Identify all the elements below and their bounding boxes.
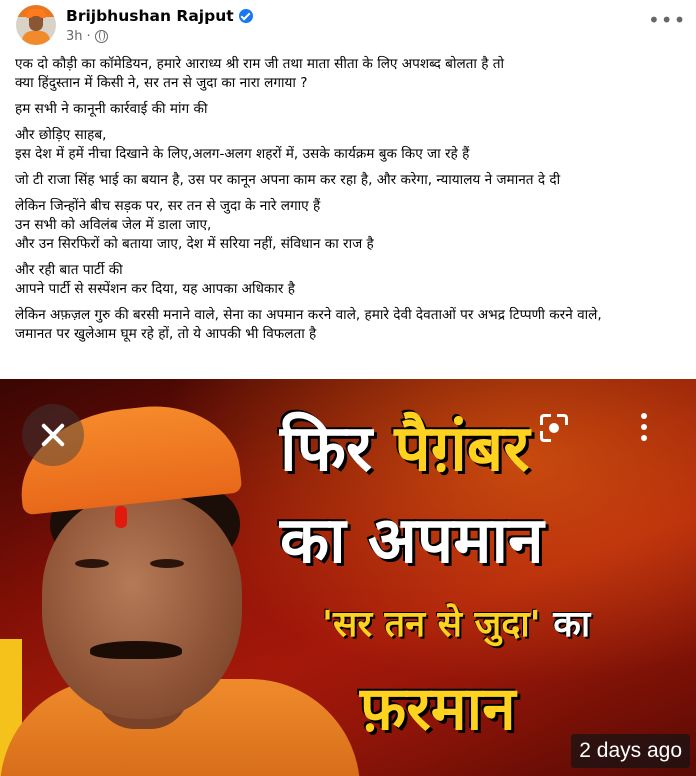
timestamp-badge: 2 days ago bbox=[571, 734, 690, 768]
image-headline bbox=[270, 379, 696, 776]
close-icon[interactable] bbox=[22, 404, 84, 466]
headline-line-3-suffix: का bbox=[553, 604, 591, 645]
portrait-tilak bbox=[115, 506, 127, 528]
avatar-body bbox=[22, 31, 50, 45]
more-options-button[interactable]: ••• bbox=[648, 8, 687, 32]
portrait-eye-left bbox=[75, 559, 109, 568]
headline-line-1-white: फिर bbox=[280, 412, 373, 486]
author-name[interactable]: Brijbhushan Rajput bbox=[66, 7, 234, 25]
post-line: और छोड़िए साहब, bbox=[15, 127, 107, 143]
more-vertical-icon[interactable] bbox=[637, 409, 651, 449]
post-paragraph bbox=[15, 261, 685, 299]
post-line: और उन सिरफिरों को बताया जाए, देश में सरिया नहीं, संविधान का राज है bbox=[15, 236, 374, 252]
portrait-mustache bbox=[90, 641, 182, 659]
meta-separator: · bbox=[86, 29, 91, 44]
lens-corner bbox=[540, 414, 551, 425]
headline-line-3-quote: 'सर तन से जुदा' bbox=[322, 604, 541, 645]
post-time[interactable]: 3h bbox=[66, 29, 83, 44]
post-line: हम सभी ने कानूनी कार्रवाई की मांग की bbox=[15, 101, 208, 117]
post-line: और रही बात पार्टी की bbox=[15, 262, 123, 278]
lens-corner bbox=[557, 414, 568, 425]
lens-center bbox=[549, 423, 559, 433]
portrait-face bbox=[42, 494, 242, 719]
globe-icon[interactable] bbox=[95, 30, 108, 43]
author-row bbox=[66, 6, 253, 26]
headline-line-3 bbox=[322, 601, 590, 649]
headline-line-2: का अपमान bbox=[280, 504, 544, 578]
lens-corner bbox=[540, 431, 551, 442]
post-line: जो टी राजा सिंह भाई का बयान है, उस पर कानून अपना काम कर रहा है, और करेगा, न्यायालय ने जमानत दे दी bbox=[15, 172, 561, 188]
post-paragraph bbox=[15, 171, 685, 190]
post-paragraph bbox=[15, 197, 685, 254]
headline-line-4: फ़रमान bbox=[360, 674, 516, 744]
post-line: आपने पार्टी से सस्पेंशन कर दिया, यह आपका अधिकार है bbox=[15, 281, 295, 297]
post-paragraph bbox=[15, 126, 685, 164]
post-meta bbox=[66, 29, 108, 44]
lens-search-icon[interactable] bbox=[540, 414, 568, 442]
post-line: जमानत पर खुलेआम घूम रहे हों, तो ये आपकी भी विफलता है bbox=[15, 326, 317, 342]
post-paragraph bbox=[15, 55, 685, 93]
post-image[interactable] bbox=[0, 379, 696, 776]
post-text bbox=[15, 55, 685, 351]
post-line: लेकिन अफ़ज़ल गुरु की बरसी मनाने वाले, सेना का अपमान करने वाले, हमारे देवी देवताओं पर अभद्र टिप्पणी करने वाले, bbox=[15, 307, 602, 323]
post-line: एक दो कौड़ी का कॉमेडियन, हमारे आराध्य श्री राम जी तथा माता सीता के लिए अपशब्द बोलता है तो bbox=[15, 56, 505, 72]
headline-line-1-yellow: पैग़ंबर bbox=[394, 412, 530, 486]
avatar-face bbox=[29, 16, 43, 31]
verified-badge-icon bbox=[239, 9, 253, 23]
post-line: क्या हिंदुस्तान में किसी ने, सर तन से जुदा का नारा लगाया ? bbox=[15, 75, 308, 91]
post-line: उन सभी को अविलंब जेल में डाला जाए, bbox=[15, 217, 212, 233]
portrait-eye-right bbox=[150, 559, 184, 568]
headline-line-1 bbox=[280, 409, 530, 489]
post-line: इस देश में हमें नीचा दिखाने के लिए,अलग-अलग शहरों में, उसके कार्यक्रम बुक किए जा रहे हैं bbox=[15, 146, 470, 162]
post-paragraph bbox=[15, 100, 685, 119]
post-header bbox=[0, 0, 696, 50]
post-line: लेकिन जिन्होंने बीच सड़क पर, सर तन से जुदा के नारे लगाए हैं bbox=[15, 198, 321, 214]
post-paragraph bbox=[15, 306, 685, 344]
avatar[interactable] bbox=[16, 5, 56, 45]
